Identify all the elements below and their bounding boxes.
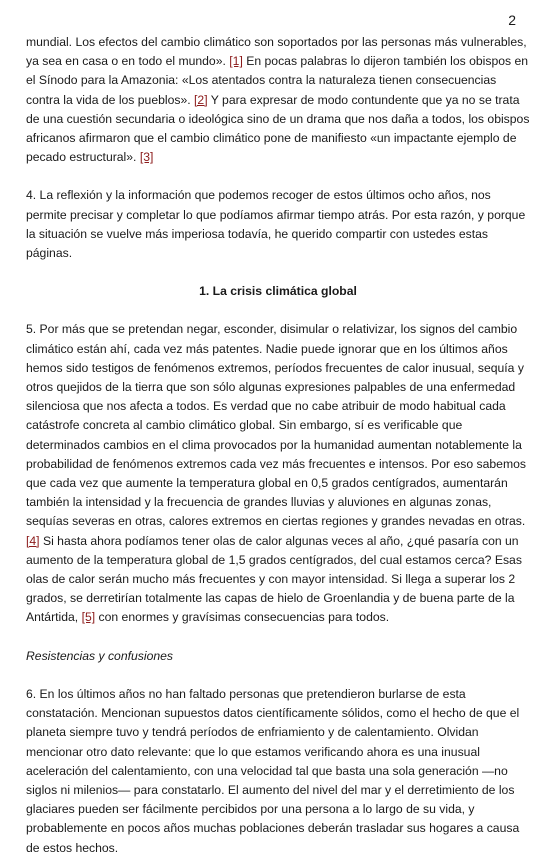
paragraph-text: Y para expresar de modo contundente que ya no se trata de una cuestión secundaria o ideológica sino de un drama que nos daña a todos, los obispos africanos afirmaron que el cambio climático pone de manifiesto «un impactante ejemplo de pecado estructural».: [26, 92, 530, 165]
paragraph-text: mundial. Los efectos del cambio climático son soportados por las personas más vulnerables, ya sea en casa o en todo el mundo».: [26, 35, 527, 69]
footnote-link-1[interactable]: [1]: [229, 54, 243, 69]
document-body: [26, 33, 530, 858]
page-number: 2: [508, 12, 516, 28]
paragraph-6: 6. En los últimos años no han faltado personas que pretendieron burlarse de esta constatación. Mencionan supuestos datos científicamente sólidos, como el hecho de que el planeta siempre tuvo y tendrá períodos de enfriamiento y de calentamiento. Olvidan mencionar otro dato relevante: que lo que estamos verificando ahora es una inusual aceleración del calentamiento, con una velocidad tal que basta una sola generación —no siglos ni milenios— para constatarlo. El aumento del nivel del mar y el derretimiento de los glaciares pueden ser fácilmente percibidos por una persona a lo largo de su vida, y probablemente en pocos años muchas poblaciones deberán trasladar sus hogares a causa de estos hechos.: [26, 686, 520, 855]
subheading: Resistencias y confusiones: [26, 648, 173, 663]
paragraph-text: con enormes y gravísimas consecuencias para todos.: [95, 610, 390, 625]
section-title: 1. La crisis climática global: [199, 284, 357, 299]
footnote-link-4[interactable]: [4]: [26, 533, 40, 548]
paragraph-5: [26, 320, 530, 627]
footnote-link-5[interactable]: [5]: [81, 610, 96, 625]
paragraph-text: En pocas palabras lo dijeron también los obispos en el Sínodo para la Amazonia: «Los atentados contra la naturaleza tienen consecuencias contra la vida de los pueblos».: [26, 54, 529, 107]
paragraph-text: 5. Por más que se pretendan negar, esconder, disimular o relativizar, los signos del cambio climático están ahí, cada vez más patentes. Nadie puede ignorar que en los últimos años hemos sido testigos de fenómenos extremos, períodos frecuentes de calor inusual, sequía y otros quejidos de la tierra que son sólo algunas expresiones palpables de una enfermedad silenciosa que nos afecta a todos. Es verdad que no cabe atribuir de modo habitual cada catástrofe concreta al cambio climático global. Sin embargo, sí es verificable que determinados cambios en el clima provocados por la humanidad aumentan notablemente la probabilidad de fenómenos extremos cada vez más frecuentes e intensos. Por eso sabemos que cada vez que aumente la temperatura global en 0,5 grados centígrados, aumentarán también la intensidad y la frecuencia de grandes lluvias y aluviones en algunas zonas, sequías severas en otras, calores extremos en ciertas regiones y grandes nevadas en otras.: [26, 322, 526, 529]
footnote-link-2[interactable]: [2]: [194, 92, 208, 107]
paragraph-continuation: [26, 33, 530, 167]
paragraph-4: 4. La reflexión y la información que podemos recoger de estos últimos ocho años, nos permite precisar y completar lo que podíamos afirmar tiempo atrás. Por esta razón, y porque la situación se vuelve más imperiosa todavía, he querido compartir con ustedes estas páginas.: [26, 188, 526, 261]
footnote-link-3[interactable]: [3]: [139, 150, 154, 165]
paragraph-text: Si hasta ahora podíamos tener olas de calor algunas veces al año, ¿qué pasaría con un aumento de la temperatura global de 1,5 grados centígrados, del cual estamos cerca? Esas olas de calor serán mucho más frecuentes y con mayor intensidad. Si llega a superar los 2 grados, se derretirían totalmente las capas de hielo de Groenlandia y de buena parte de la Antártida,: [26, 533, 522, 625]
